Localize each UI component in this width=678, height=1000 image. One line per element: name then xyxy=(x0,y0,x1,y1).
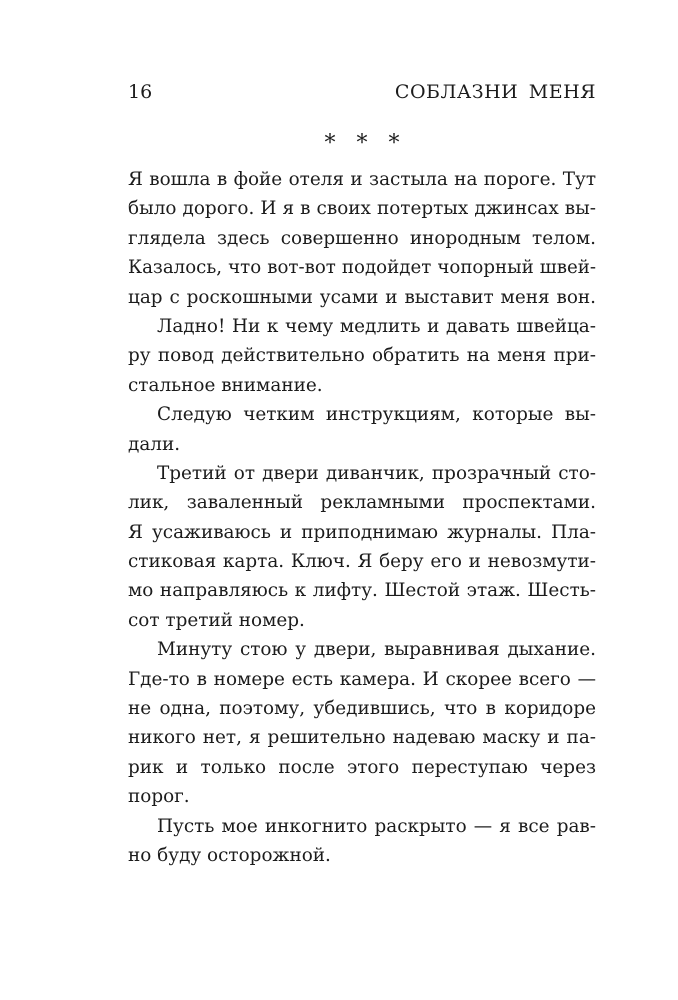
text-line: Минуту стою у двери, выравнивая дыхание. xyxy=(157,639,596,661)
page-number: 16 xyxy=(128,81,153,103)
text-line: сот третий номер. xyxy=(128,609,305,631)
text-line: стальное внимание. xyxy=(128,374,323,396)
text-line: Где-то в номере есть камера. И скорее всего — xyxy=(128,668,596,690)
text-line: Казалось, что вот-вот подойдет чопорный швей- xyxy=(128,257,596,279)
text-line: было дорого. И я в своих потертых джинсах вы- xyxy=(128,198,596,220)
text-line: ру повод действительно обратить на меня при- xyxy=(128,345,596,367)
text-line: Ладно! Ни к чему медлить и давать швейца- xyxy=(157,315,596,337)
text-line: лик, заваленный рекламными проспектами. xyxy=(128,492,596,514)
text-line: Следую четким инструкциям, которые вы- xyxy=(157,404,596,426)
book-title: СОБЛАЗНИ МЕНЯ xyxy=(394,81,596,103)
text-line: Пусть мое инкогнито раскрыто — я все рав- xyxy=(157,815,596,837)
text-line: никого нет, я решительно надеваю маску и па- xyxy=(128,727,596,749)
section-break: * * * xyxy=(324,131,400,156)
text-line: глядела здесь совершенно инородным телом. xyxy=(128,227,596,249)
running-head xyxy=(128,78,596,106)
text-line: Я вошла в фойе отеля и застыла на пороге. Тут xyxy=(128,169,596,190)
text-line: но буду осторожной. xyxy=(128,844,331,866)
body-text xyxy=(128,165,596,870)
text-line: дали. xyxy=(128,433,181,455)
text-line: стиковая карта. Ключ. Я беру его и невозмути- xyxy=(128,551,596,573)
text-line: порог. xyxy=(128,786,190,808)
text-line: рик и только после этого переступаю через xyxy=(128,756,596,778)
text-line: мо направляюсь к лифту. Шестой этаж. Шесть- xyxy=(128,580,596,602)
text-line: не одна, поэтому, убедившись, что в коридоре xyxy=(128,698,596,720)
text-line: Третий от двери диванчик, прозрачный сто- xyxy=(157,462,596,484)
text-line: Я усаживаюсь и приподнимаю журналы. Пла- xyxy=(128,521,596,543)
text-line: цар с роскошными усами и выставит меня вон. xyxy=(128,286,596,308)
